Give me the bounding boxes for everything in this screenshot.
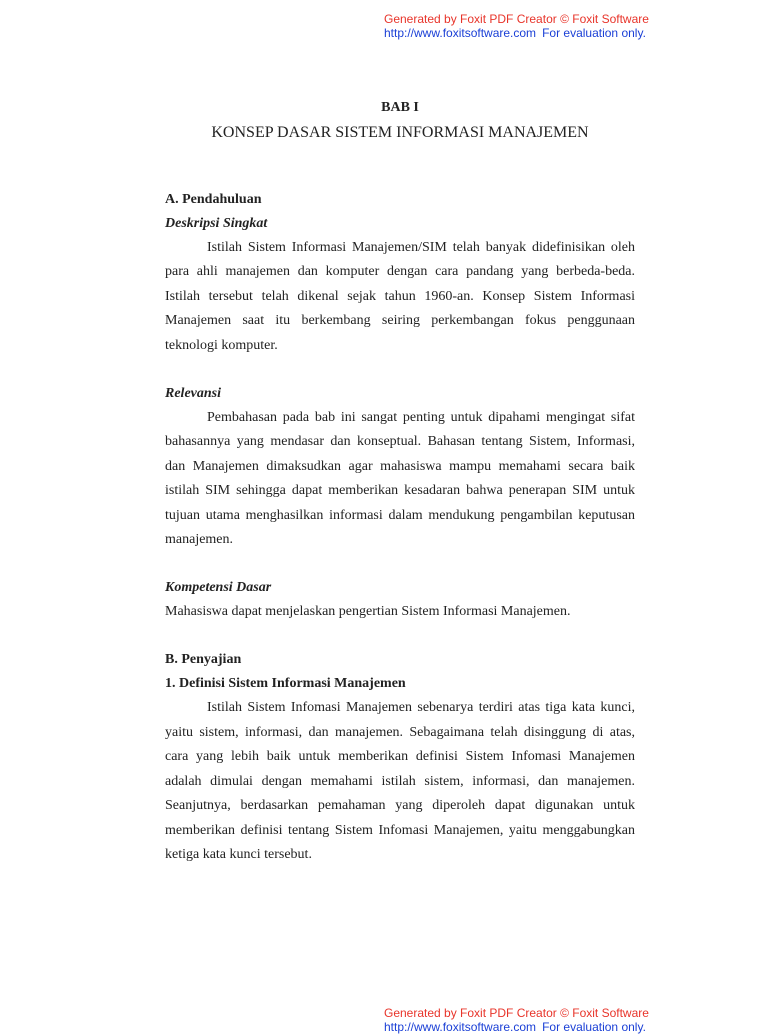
definisi-sim-heading: 1. Definisi Sistem Informasi Manajemen <box>165 676 406 692</box>
watermark-eval-text: For evaluation only. <box>542 26 646 40</box>
foxit-watermark-top <box>384 12 724 40</box>
watermark-url-link-bottom[interactable]: http://www.foxitsoftware.com <box>384 1020 537 1034</box>
watermark-url-link[interactable]: http://www.foxitsoftware.com <box>384 26 537 40</box>
watermark-generated-text: Generated by Foxit PDF Creator © Foxit Software <box>384 12 649 26</box>
watermark-eval-text-bottom: For evaluation only. <box>542 1020 646 1034</box>
watermark-generated-text-bottom: Generated by Foxit PDF Creator © Foxit Software <box>384 1006 649 1020</box>
deskripsi-paragraph: Istilah Sistem Informasi Manajemen/SIM telah banyak didefinisikan oleh para ahli manajemen dan komputer dengan cara pandang yang berbeda-beda. Istilah tersebut telah dikenal sejak tahun 1960-an. Konsep Sistem Informasi Manajemen saat itu berkembang seiring perkembangan fokus penggunaan teknologi komputer. <box>165 240 635 353</box>
relevansi-paragraph: Pembahasan pada bab ini sangat penting untuk dipahami mengingat sifat bahasannya yang mendasar dan konseptual. Bahasan tentang Sistem, Informasi, dan Manajemen dimaksudkan agar mahasiswa mampu memahami secara baik istilah SIM sehingga dapat memberikan kesadaran bahwa penerapan SIM untuk tujuan utama menghasilkan informasi dalam mendukung pengambilan keputusan manajemen. <box>165 410 635 548</box>
deskripsi-heading: Deskripsi Singkat <box>165 216 268 231</box>
definisi-sim-paragraph: Istilah Sistem Infomasi Manajemen sebenarya terdiri atas tiga kata kunci, yaitu sistem, informasi, dan manajemen. Sebagaimana telah disinggung di atas, cara yang lebih baik untuk memberikan definisi Sistem Infomasi Manajemen adalah dimulai dengan memahami istilah sistem, informasi, dan manajemen. Seanjutnya, berdasarkan pemahaman yang diperoleh dapat digunakan untuk memberikan definisi tentang Sistem Infomasi Manajemen, yaitu menggabungkan ketiga kata kunci tersebut. <box>165 700 635 862</box>
kompetensi-heading: Kompetensi Dasar <box>165 580 272 596</box>
chapter-label: BAB I <box>381 100 419 115</box>
foxit-watermark-bottom <box>384 1006 724 1034</box>
kompetensi-paragraph: Mahasiswa dapat menjelaskan pengertian Sistem Informasi Manajemen. <box>165 604 571 620</box>
section-a-heading: A. Pendahuluan <box>165 192 262 207</box>
document-page <box>165 96 635 867</box>
relevansi-heading: Relevansi <box>165 386 221 402</box>
document-title: KONSEP DASAR SISTEM INFORMASI MANAJEMEN <box>211 124 589 141</box>
section-b-heading: B. Penyajian <box>165 652 242 668</box>
